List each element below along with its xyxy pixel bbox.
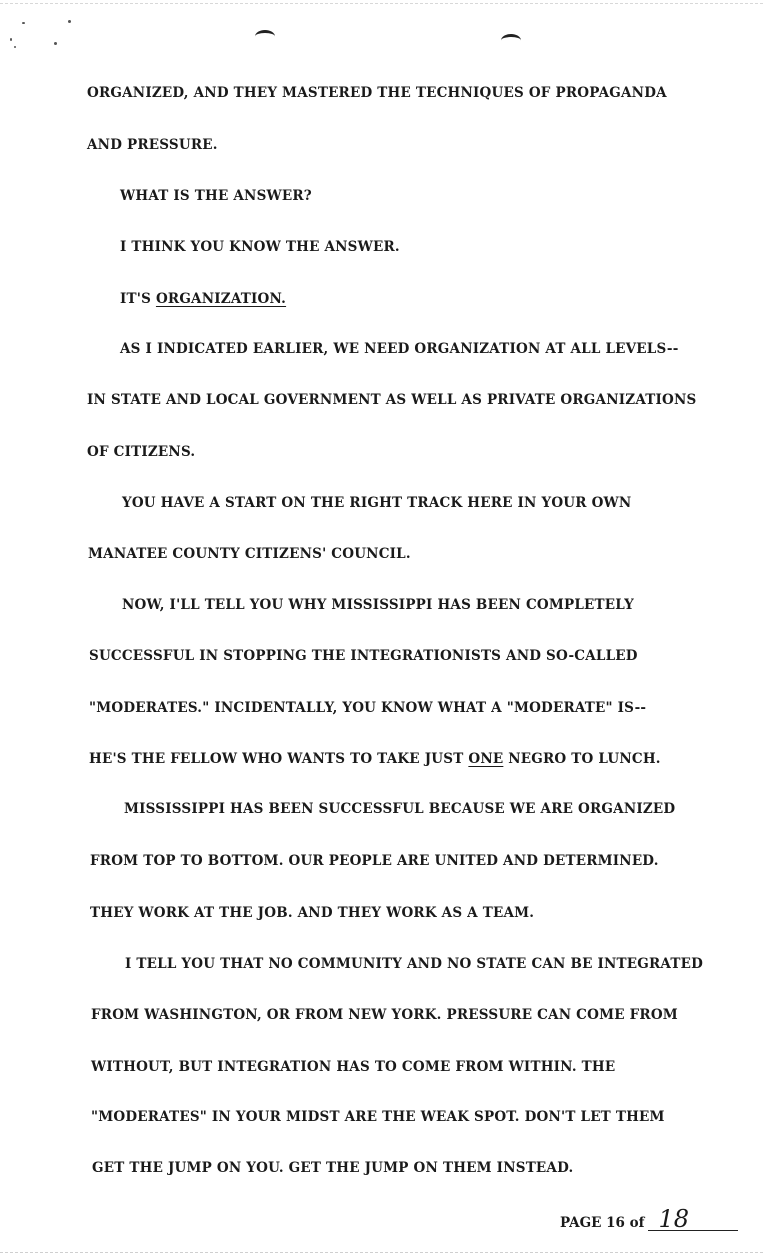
text-fragment: HE'S THE FELLOW WHO WANTS TO TAKE JUST	[89, 751, 469, 767]
text-line: AND PRESSURE.	[87, 137, 218, 153]
text-fragment: IT'S	[120, 291, 156, 307]
punch-hole-mark	[501, 34, 521, 47]
scan-speck	[54, 42, 57, 45]
text-line: MISSISSIPPI HAS BEEN SUCCESSFUL BECAUSE WE ARE ORGANIZED	[124, 801, 676, 817]
scan-edge-bottom	[0, 1252, 763, 1253]
text-line: "MODERATES" IN YOUR MIDST ARE THE WEAK SPOT. DON'T LET THEM	[91, 1109, 665, 1125]
text-line: WITHOUT, BUT INTEGRATION HAS TO COME FROM WITHIN. THE	[91, 1059, 616, 1075]
text-line: GET THE JUMP ON YOU. GET THE JUMP ON THEM INSTEAD.	[92, 1160, 574, 1176]
text-line: FROM WASHINGTON, OR FROM NEW YORK. PRESSURE CAN COME FROM	[91, 1007, 678, 1023]
text-line: THEY WORK AT THE JOB. AND THEY WORK AS A TEAM.	[90, 905, 535, 921]
text-line: YOU HAVE A START ON THE RIGHT TRACK HERE IN YOUR OWN	[122, 495, 632, 511]
handwritten-total-pages: 18	[648, 1208, 738, 1231]
text-line: ORGANIZED, AND THEY MASTERED THE TECHNIQUES OF PROPAGANDA	[87, 85, 667, 101]
text-fragment: NEGRO TO LUNCH.	[503, 751, 661, 767]
scan-speck	[10, 38, 12, 41]
underlined-word: ONE	[468, 751, 504, 767]
text-line: WHAT IS THE ANSWER?	[120, 188, 312, 204]
page-number	[560, 1205, 738, 1233]
text-line: FROM TOP TO BOTTOM. OUR PEOPLE ARE UNITED AND DETERMINED.	[90, 853, 659, 869]
text-line: I TELL YOU THAT NO COMMUNITY AND NO STATE CAN BE INTEGRATED	[125, 956, 704, 972]
text-line: I THINK YOU KNOW THE ANSWER.	[120, 239, 400, 255]
text-line: OF CITIZENS.	[87, 444, 196, 460]
scan-speck	[68, 20, 71, 23]
text-line: NOW, I'LL TELL YOU WHY MISSISSIPPI HAS BEEN COMPLETELY	[122, 597, 634, 613]
scan-speck	[22, 22, 25, 24]
underlined-word: ORGANIZATION.	[155, 291, 287, 307]
text-line: AS I INDICATED EARLIER, WE NEED ORGANIZATION AT ALL LEVELS--	[120, 341, 679, 357]
page-label: PAGE 16 of	[560, 1215, 645, 1231]
text-line: "MODERATES." INCIDENTALLY, YOU KNOW WHAT A "MODERATE" IS--	[89, 700, 647, 716]
scan-edge-top	[0, 3, 763, 4]
text-line: MANATEE COUNTY CITIZENS' COUNCIL.	[88, 546, 411, 562]
text-line	[89, 751, 661, 767]
text-line: IN STATE AND LOCAL GOVERNMENT AS WELL AS PRIVATE ORGANIZATIONS	[87, 392, 697, 408]
text-line: SUCCESSFUL IN STOPPING THE INTEGRATIONISTS AND SO-CALLED	[89, 648, 638, 664]
text-line	[120, 291, 286, 307]
punch-hole-mark	[255, 30, 275, 43]
scan-speck	[14, 46, 16, 48]
